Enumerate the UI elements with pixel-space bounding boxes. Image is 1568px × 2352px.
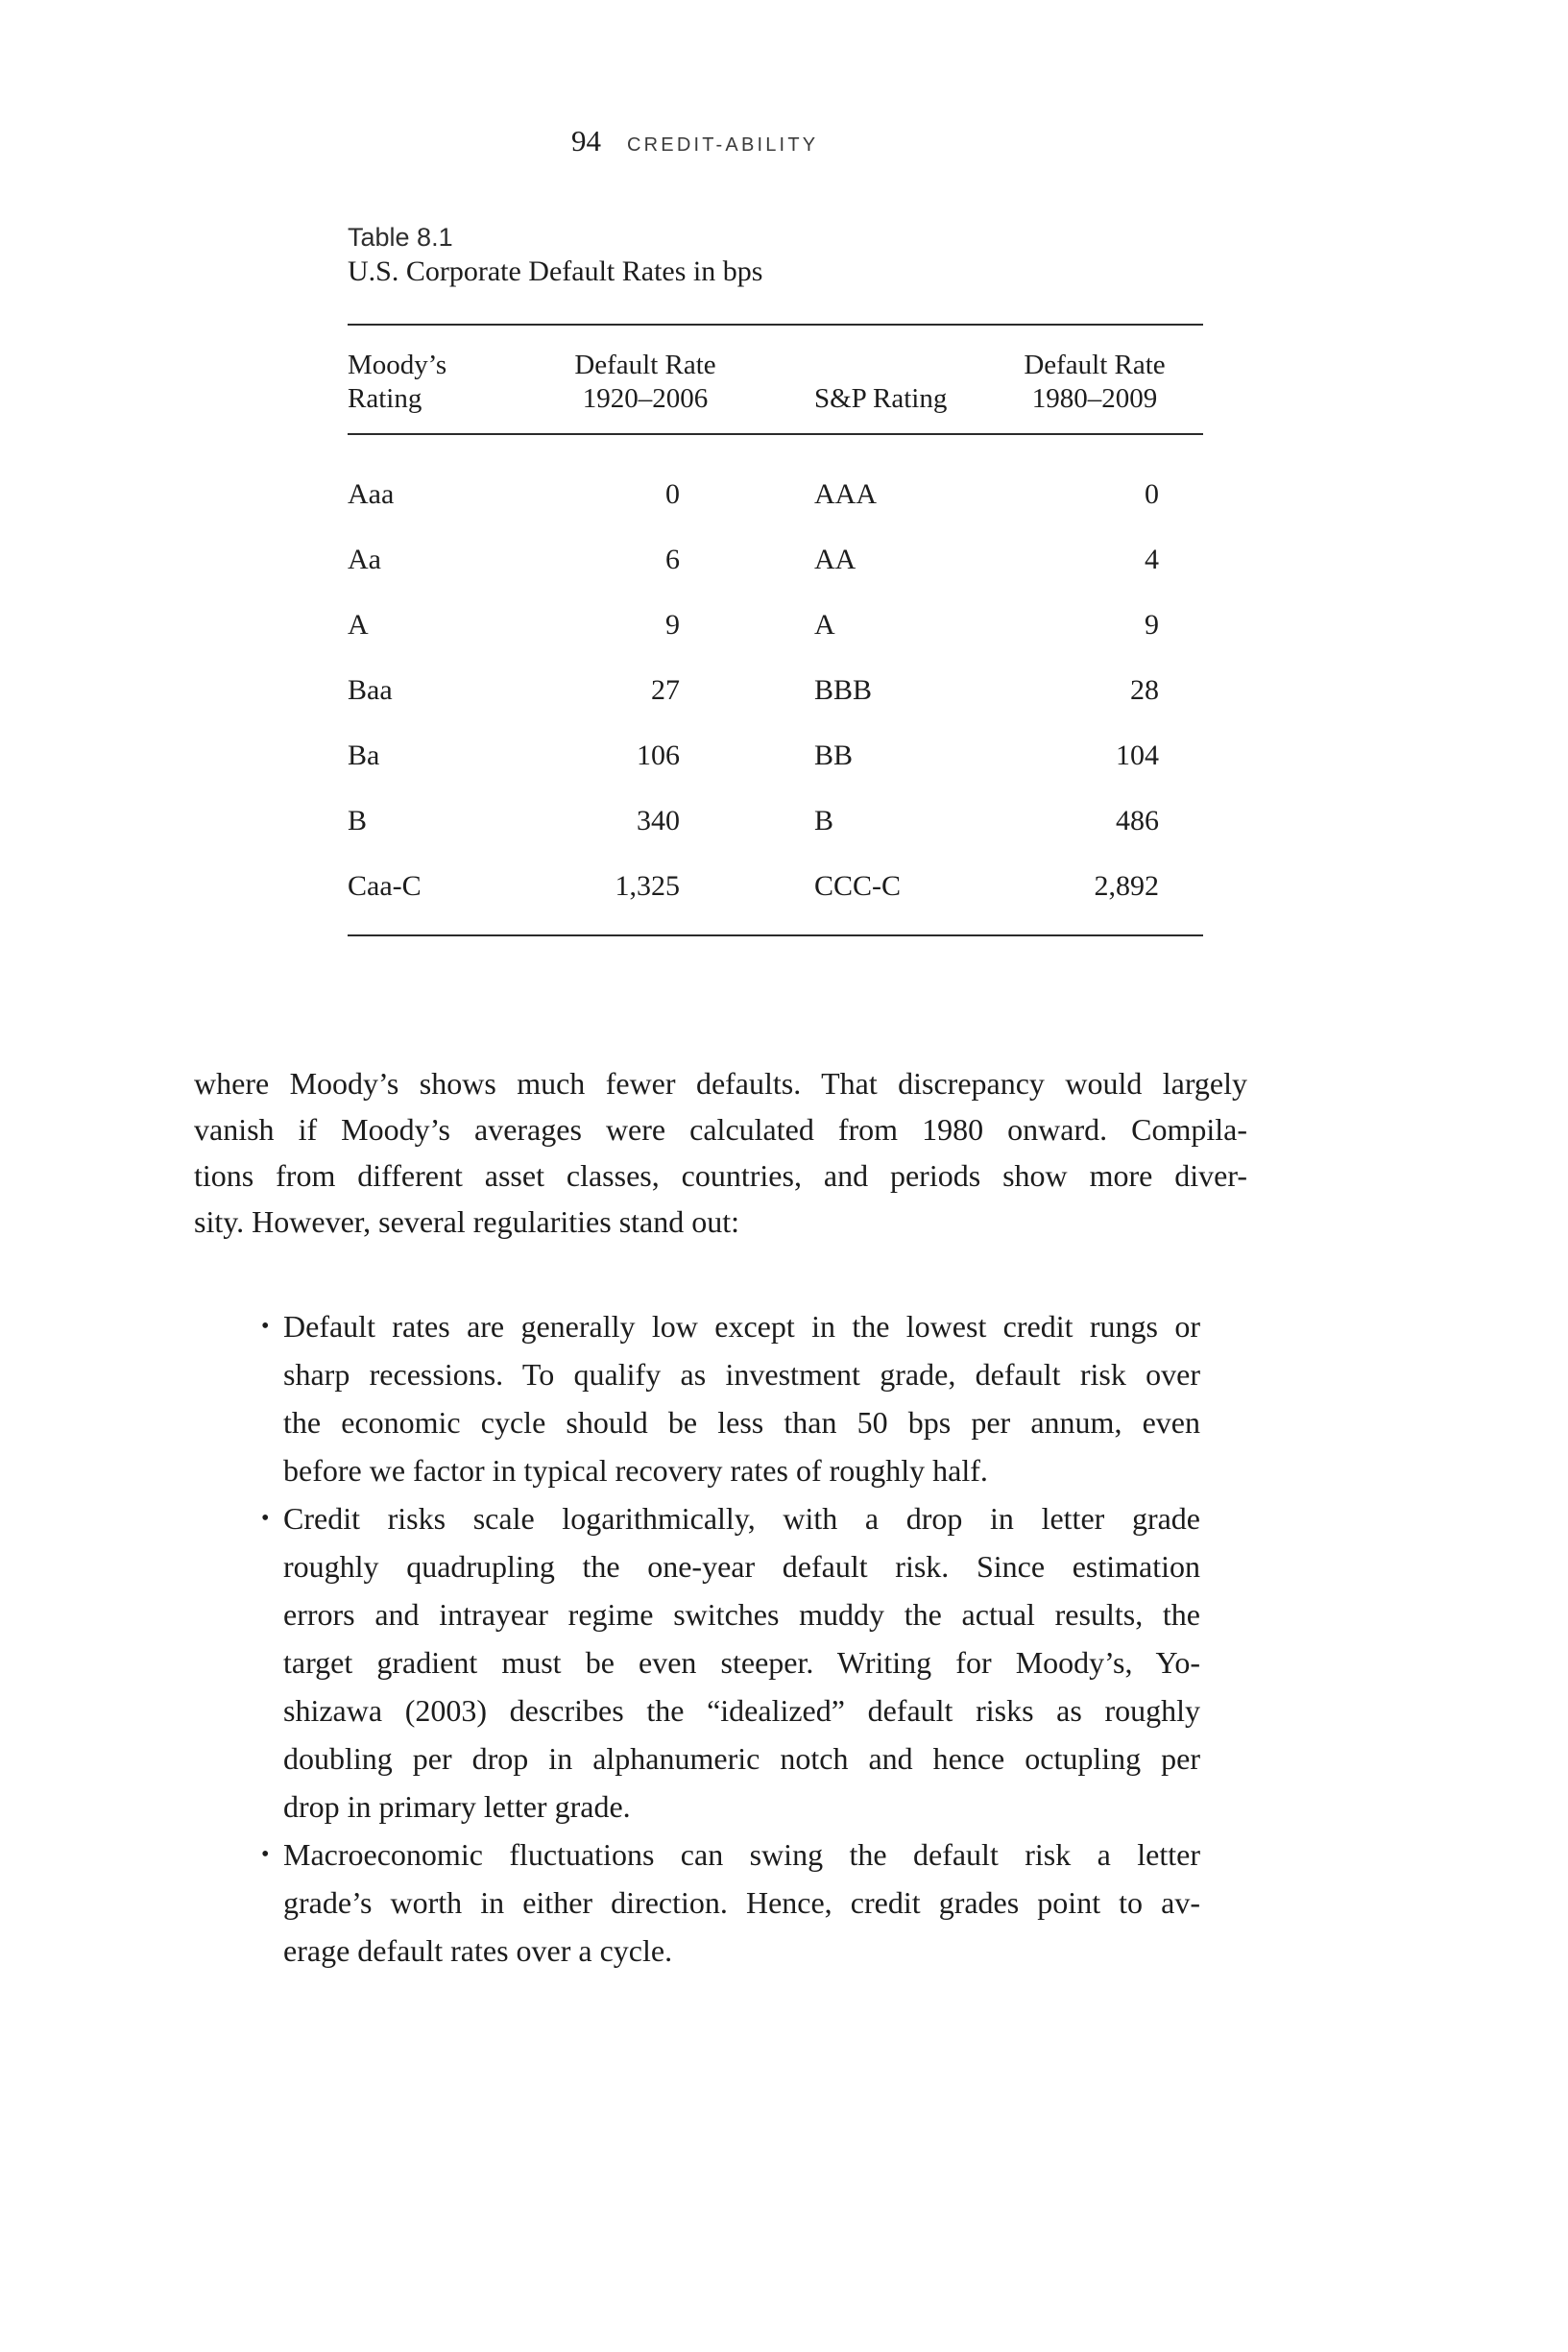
table-cell-rate2: 4 [1145, 544, 1159, 575]
text-line: Macroeconomic fluctuations can swing the default risk a letter [283, 1837, 1200, 1872]
table-cell-moodys: Caa-C [348, 870, 422, 902]
text-line: drop in primary letter grade. [283, 1789, 631, 1824]
body-paragraph [194, 1060, 1247, 1245]
text-line: Default Rate [574, 350, 716, 380]
table-cell-sp: AAA [814, 478, 877, 510]
text-line: Default Rate [1024, 350, 1166, 380]
text-line: Credit risks scale logarithmically, with a drop in letter grade [283, 1501, 1200, 1536]
bullet-list [261, 1302, 1202, 1975]
table-cell-sp: CCC-C [814, 870, 902, 902]
table-cell-rate2: 2,892 [1094, 870, 1159, 902]
text-line: 1920–2006 [582, 383, 709, 414]
table-cell-moodys: Ba [348, 740, 380, 771]
bullet-text [283, 1302, 1200, 1494]
bullet-text [283, 1831, 1200, 1975]
table-label: Table 8.1 [348, 223, 453, 252]
text-line: S&P Rating [814, 383, 948, 414]
table-cell-sp: A [814, 609, 835, 641]
text-line: the economic cycle should be less than 50 bps per annum, even [283, 1405, 1200, 1440]
bullet-item [261, 1494, 1202, 1831]
bullet-text [283, 1494, 1200, 1831]
table-cell-sp: B [814, 805, 834, 837]
text-line: errors and intrayear regime switches muddy the actual results, the [283, 1597, 1200, 1632]
text-line: Moody’s [348, 350, 447, 380]
table-cell-sp: BBB [814, 674, 873, 706]
table-cell-rate2: 28 [1130, 674, 1159, 706]
text-line: Default rates are generally low except in the lowest credit rungs or [283, 1309, 1200, 1344]
text-line: Rating [348, 383, 422, 414]
table-row [348, 854, 1203, 919]
text-line: tions from different asset classes, countries, and periods show more diver- [194, 1158, 1247, 1193]
table-cell-moodys: Baa [348, 674, 393, 706]
table-cell-sp: BB [814, 740, 854, 771]
table-row [348, 788, 1203, 854]
table-cell-rate1: 1,325 [615, 870, 680, 902]
table-cell-rate1: 9 [665, 609, 680, 641]
bullet-item [261, 1302, 1202, 1494]
text-line: sharp recessions. To qualify as investment grade, default risk over [283, 1357, 1200, 1392]
header-cell-sp-rating [814, 382, 947, 416]
header-cell-moodys-rating [348, 349, 446, 416]
text-line: grade’s worth in either direction. Hence, credit grades point to av- [283, 1885, 1200, 1920]
table-row [348, 462, 1203, 527]
bullet-marker-icon: • [261, 1842, 270, 1867]
text-line: target gradient must be even steeper. Writing for Moody’s, Yo- [283, 1645, 1200, 1680]
table-cell-rate1: 340 [637, 805, 680, 837]
text-line: where Moody’s shows much fewer defaults. That discrepancy would largely [194, 1066, 1247, 1101]
table-header-row [348, 324, 1203, 435]
table-caption: U.S. Corporate Default Rates in bps [348, 255, 763, 287]
table-cell-rate1: 6 [665, 544, 680, 575]
text-line: shizawa (2003) describes the “idealized” default risks as roughly [283, 1693, 1200, 1728]
text-line: before we factor in typical recovery rates of roughly half. [283, 1453, 988, 1488]
text-line: 1980–2009 [1031, 383, 1158, 414]
table-cell-moodys: Aaa [348, 478, 395, 510]
table-row [348, 723, 1203, 788]
text-line: doubling per drop in alphanumeric notch and hence octupling per [283, 1741, 1200, 1776]
page-number: 94 [571, 124, 601, 158]
bullet-item [261, 1831, 1202, 1975]
table-cell-moodys: B [348, 805, 368, 837]
table-cell-rate2: 486 [1116, 805, 1159, 837]
running-header [571, 124, 818, 158]
text-line: sity. However, several regularities stand out: [194, 1204, 740, 1239]
text-line: erage default rates over a cycle. [283, 1933, 673, 1968]
table-body [348, 435, 1203, 936]
table-cell-rate2: 9 [1145, 609, 1159, 641]
text-line: roughly quadrupling the one-year default risk. Since estimation [283, 1549, 1200, 1584]
table-cell-sp: AA [814, 544, 856, 575]
table-cell-rate2: 104 [1116, 740, 1159, 771]
table-cell-moodys: A [348, 609, 369, 641]
text-line: vanish if Moody’s averages were calculated from 1980 onward. Compila- [194, 1112, 1247, 1147]
table-row [348, 658, 1203, 723]
table-cell-moodys: Aa [348, 544, 381, 575]
table-row [348, 593, 1203, 658]
running-title: CREDIT-ABILITY [627, 134, 819, 156]
header-cell-default-rate-1920-2006 [520, 349, 770, 416]
table-cell-rate2: 0 [1145, 478, 1159, 510]
table-cell-rate1: 106 [637, 740, 680, 771]
table-cell-rate1: 0 [665, 478, 680, 510]
bullet-marker-icon: • [261, 1314, 270, 1339]
header-cell-default-rate-1980-2009 [970, 349, 1219, 416]
table-cell-rate1: 27 [651, 674, 680, 706]
table-row [348, 527, 1203, 593]
bullet-marker-icon: • [261, 1506, 270, 1531]
